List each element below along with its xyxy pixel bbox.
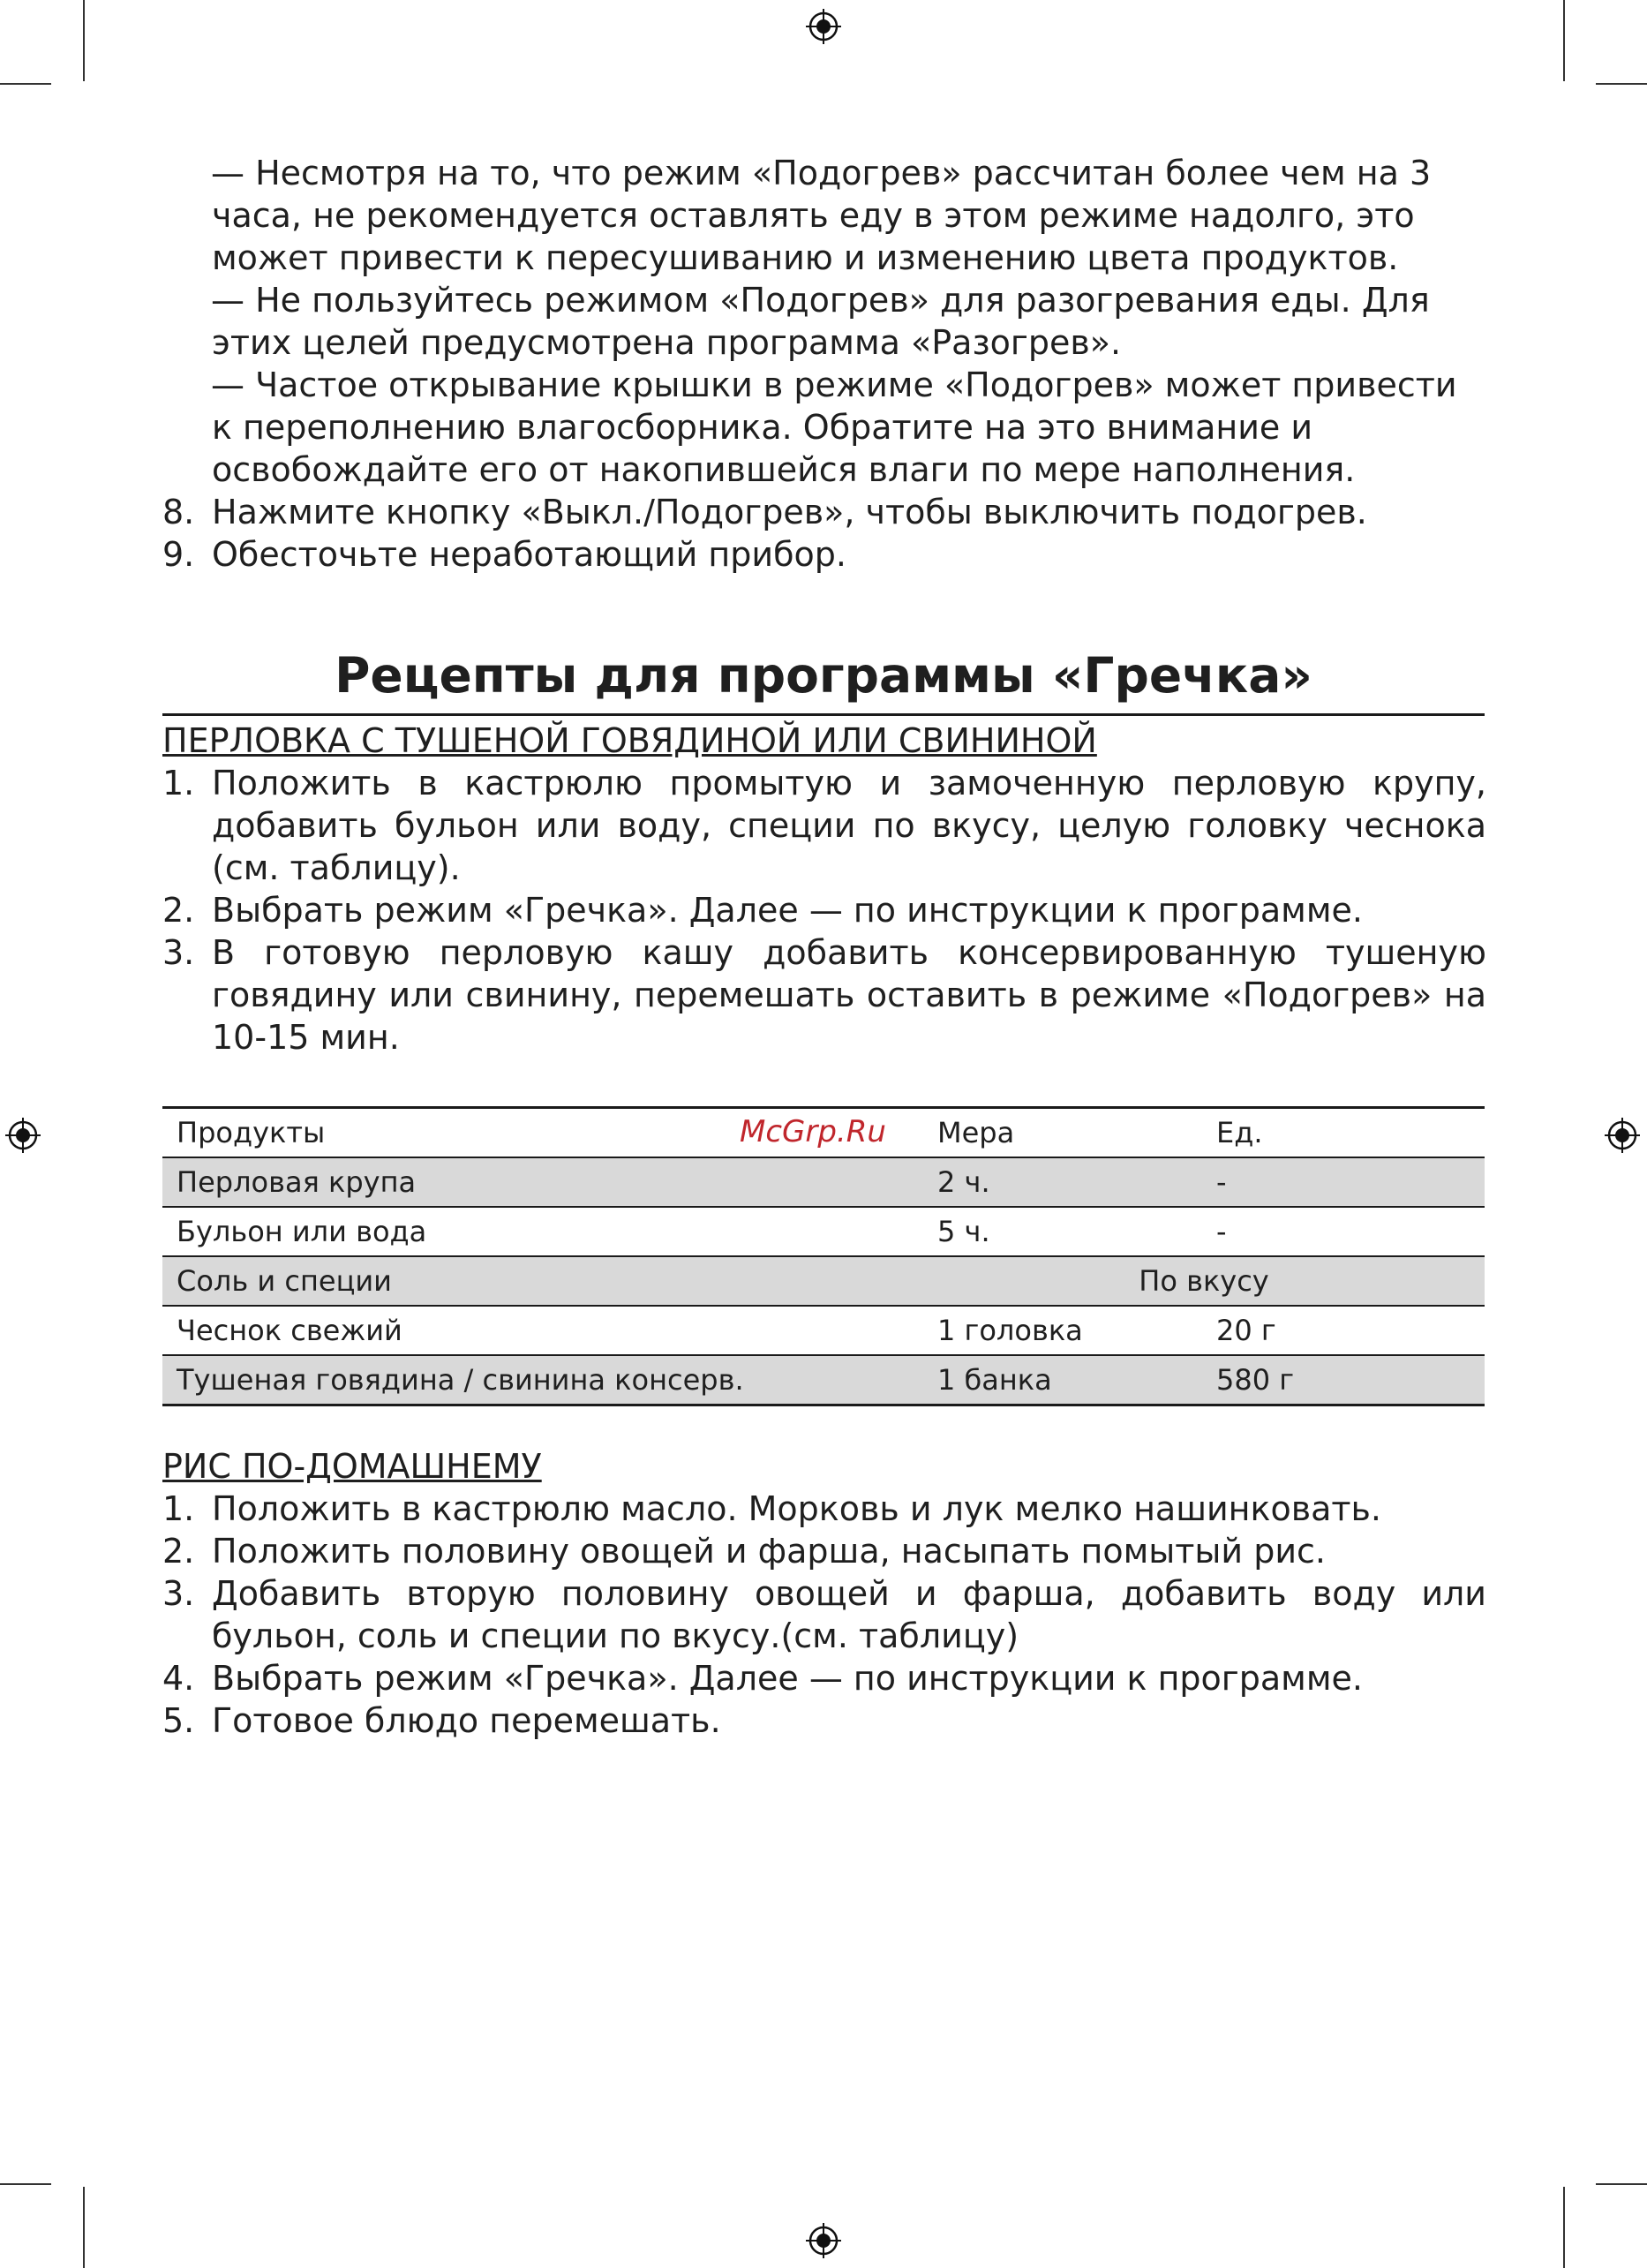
list-item bbox=[162, 1699, 1486, 1742]
table-cell: Тушеная говядина / свинина консерв. bbox=[162, 1355, 923, 1405]
step-number: 1. bbox=[162, 764, 195, 802]
table-cell: 1 банка bbox=[923, 1355, 1202, 1405]
step-text: Выбрать режим «Гречка». Далее — по инструкции к программе. bbox=[212, 891, 1363, 930]
crop-mark-top-left-h bbox=[0, 83, 51, 85]
table-row bbox=[162, 1306, 1485, 1355]
step-number: 2. bbox=[162, 891, 195, 930]
recipe-title: РИС ПО-ДОМАШНЕМУ bbox=[162, 1447, 542, 1486]
step-number: 9. bbox=[162, 535, 195, 574]
table-row bbox=[162, 1157, 1485, 1207]
column-header: Ед. bbox=[1202, 1108, 1485, 1158]
step-number: 2. bbox=[162, 1532, 195, 1571]
step-text: Положить в кастрюлю масло. Морковь и лук мелко нашинковать. bbox=[212, 1489, 1382, 1528]
list-item bbox=[162, 1530, 1486, 1572]
list-item bbox=[162, 491, 1486, 533]
step-number: 1. bbox=[162, 1489, 195, 1528]
table-cell: 1 головка bbox=[923, 1306, 1202, 1355]
crop-mark-top-left bbox=[83, 0, 85, 81]
table-cell: Перловая крупа bbox=[162, 1157, 923, 1207]
table-cell: Соль и специи bbox=[162, 1256, 923, 1306]
section-title: Рецепты для программы «Гречка» bbox=[162, 648, 1485, 716]
step-text: Положить половину овощей и фарша, насыпать помытый рис. bbox=[212, 1532, 1326, 1571]
intro-notes bbox=[162, 152, 1486, 491]
table-row bbox=[162, 1355, 1485, 1405]
list-item bbox=[162, 533, 1486, 576]
crop-mark-bottom-right bbox=[1563, 2187, 1565, 2268]
step-text: Нажмите кнопку «Выкл./Подогрев», чтобы выключить подогрев. bbox=[212, 493, 1367, 531]
column-header: Продукты bbox=[162, 1108, 923, 1158]
table-row bbox=[162, 1207, 1485, 1256]
step-number: 8. bbox=[162, 493, 195, 531]
step-number: 3. bbox=[162, 1574, 195, 1613]
table-cell: По вкусу bbox=[923, 1256, 1485, 1306]
step-number: 5. bbox=[162, 1701, 195, 1740]
list-item bbox=[162, 889, 1486, 931]
list-item bbox=[162, 1657, 1486, 1699]
registration-mark-icon bbox=[806, 2223, 841, 2258]
list-item bbox=[162, 1488, 1486, 1530]
table-cell: 5 ч. bbox=[923, 1207, 1202, 1256]
table-cell: 20 г bbox=[1202, 1306, 1485, 1355]
step-text: В готовую перловую кашу добавить консервированную тушеную говядину или свинину, перемешать оставить в режиме «Подогрев» на 10-15 мин. bbox=[212, 933, 1486, 1057]
step-text: Обесточьте неработающий прибор. bbox=[212, 535, 846, 574]
crop-mark-top-right-h bbox=[1596, 83, 1647, 85]
crop-mark-top-right bbox=[1563, 0, 1565, 81]
table-cell: - bbox=[1202, 1157, 1485, 1207]
list-item bbox=[162, 1572, 1486, 1657]
table-cell: - bbox=[1202, 1207, 1485, 1256]
table-row bbox=[162, 1256, 1485, 1306]
crop-mark-bottom-left bbox=[83, 2187, 85, 2268]
page-content bbox=[162, 152, 1486, 1742]
list-item bbox=[162, 931, 1486, 1059]
step-text: Положить в кастрюлю промытую и замоченную перловую крупу, добавить бульон или воду, специи по вкусу, целую головку чеснока (см. таблицу). bbox=[212, 764, 1486, 887]
watermark-link[interactable]: McGrp.Ru bbox=[740, 1114, 886, 1149]
table-cell: 2 ч. bbox=[923, 1157, 1202, 1207]
ingredients-table bbox=[162, 1106, 1485, 1406]
note-item: — Частое открывание крышки в режиме «Подогрев» может привести к переполнению влагосборника. Обратите на это внимание и освобождайте его от накопившейся влаги по мере наполнения. bbox=[211, 365, 1457, 489]
note-item: — Несмотря на то, что режим «Подогрев» рассчитан более чем на 3 часа, не рекомендуется оставлять еду в этом режиме надолго, это может привести к пересушиванию и изменению цвета продуктов. bbox=[211, 154, 1432, 277]
table-cell: Чеснок свежий bbox=[162, 1306, 923, 1355]
column-header: Мера bbox=[923, 1108, 1202, 1158]
registration-mark-icon bbox=[806, 9, 841, 44]
note-item: — Не пользуйтесь режимом «Подогрев» для разогревания еды. Для этих целей предусмотрена программа «Разогрев». bbox=[211, 281, 1430, 362]
recipe-title: ПЕРЛОВКА С ТУШЕНОЙ ГОВЯДИНОЙ ИЛИ СВИНИНОЙ bbox=[162, 721, 1097, 760]
step-number: 3. bbox=[162, 933, 195, 972]
table-cell: 580 г bbox=[1202, 1355, 1485, 1405]
list-item bbox=[162, 762, 1486, 889]
registration-mark-icon bbox=[5, 1118, 41, 1153]
recipe-steps bbox=[162, 762, 1486, 1059]
step-text: Выбрать режим «Гречка». Далее — по инструкции к программе. bbox=[212, 1659, 1363, 1698]
intro-steps bbox=[162, 491, 1486, 576]
recipe-steps bbox=[162, 1488, 1486, 1742]
step-text: Добавить вторую половину овощей и фарша, добавить воду или бульон, соль и специи по вкусу.(см. таблицу) bbox=[212, 1574, 1486, 1655]
step-text: Готовое блюдо перемешать. bbox=[212, 1701, 721, 1740]
crop-mark-bottom-right-h bbox=[1596, 2183, 1647, 2185]
table-cell: Бульон или вода bbox=[162, 1207, 923, 1256]
crop-mark-bottom-left-h bbox=[0, 2183, 51, 2185]
step-number: 4. bbox=[162, 1659, 195, 1698]
registration-mark-icon bbox=[1605, 1118, 1640, 1153]
